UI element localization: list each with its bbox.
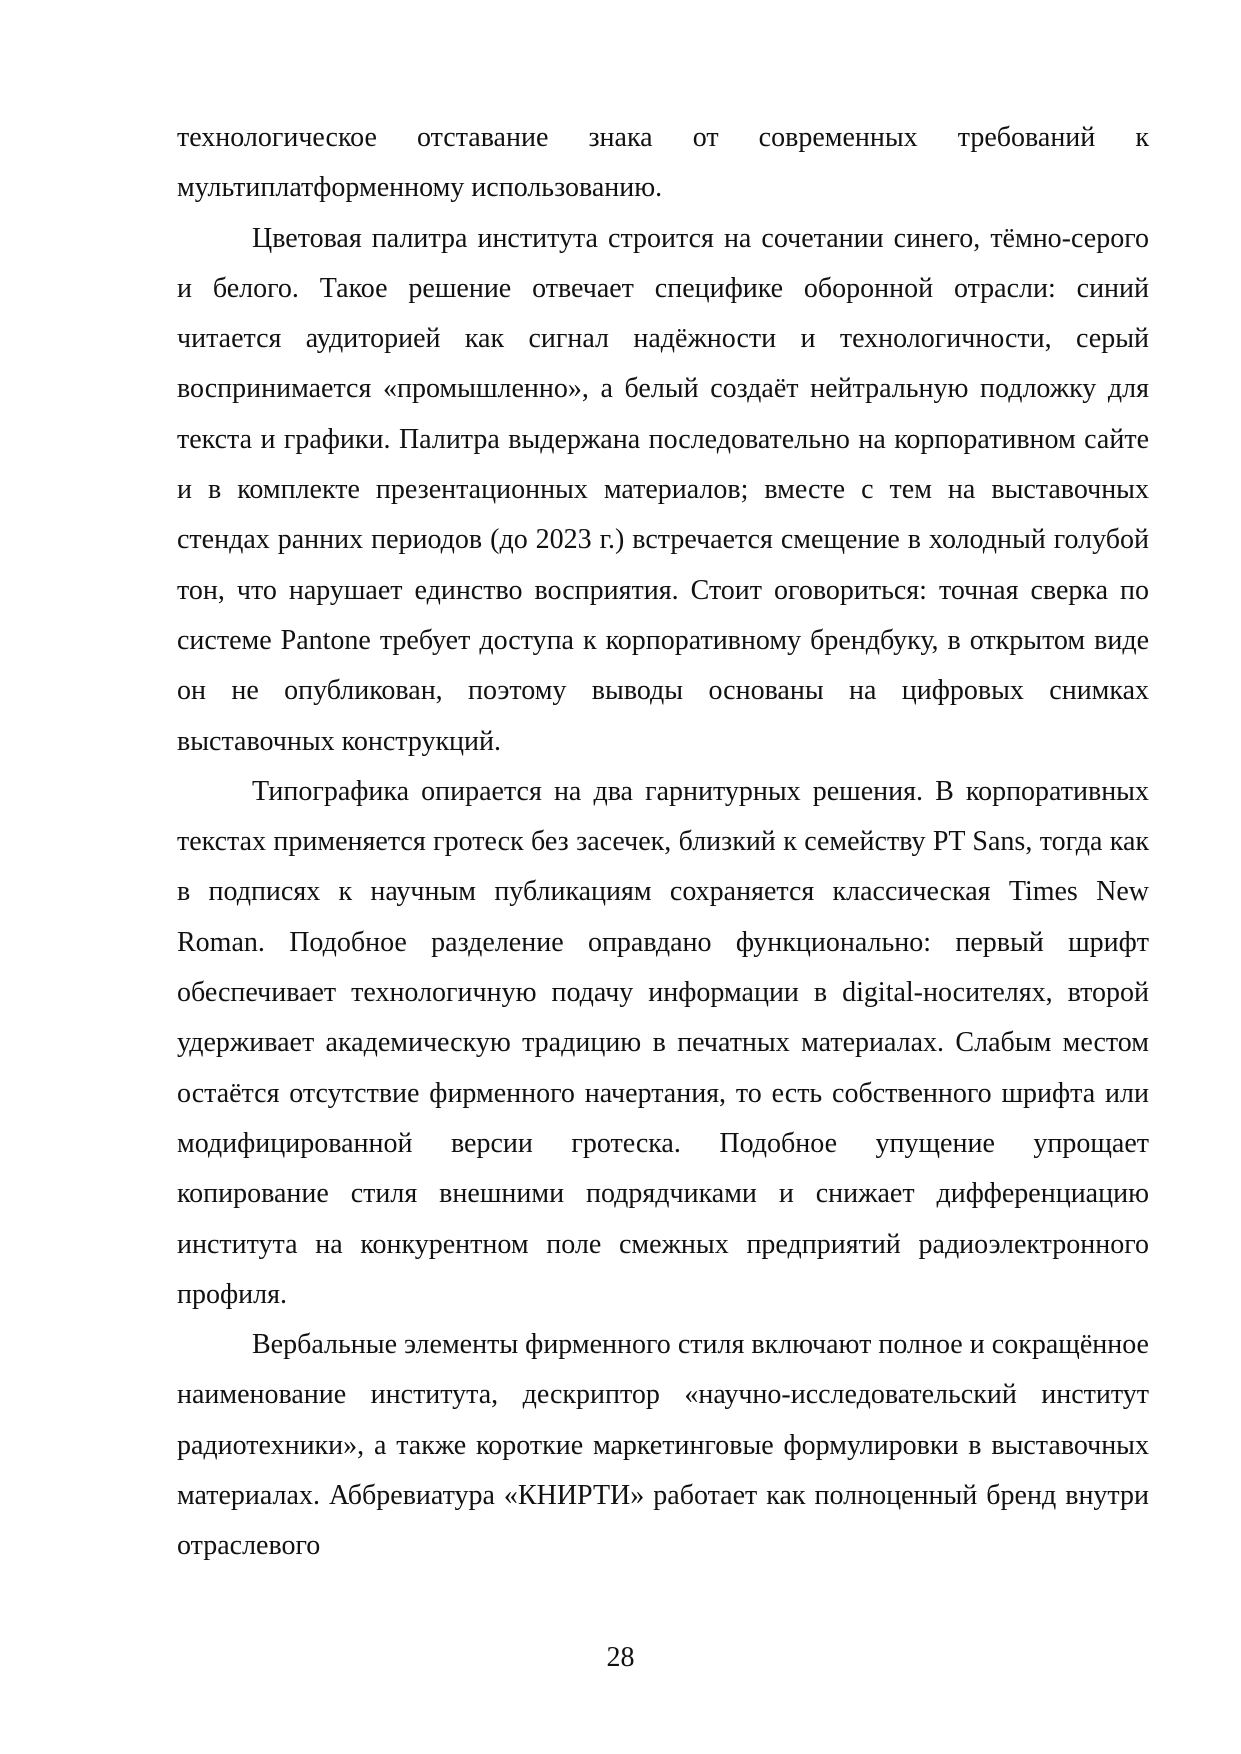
- paragraph-verbal-elements: Вербальные элементы фирменного стиля включают полное и сокращённое наименование института, дескриптор «научно-исследовательский институт радиотехники», а также короткие маркетинговые формулировки в выставочных материалах. Аббревиатура «КНИРТИ» работает как полноценный бренд внутри отраслевого: [177, 1329, 1149, 1562]
- paragraph-continuation: технологическое отставание знака от современных требований к мультиплатформенному использованию.: [177, 122, 1149, 204]
- page-number: 28: [606, 1642, 635, 1673]
- text-body: [177, 113, 1149, 1572]
- paragraph-typography: Типографика опирается на два гарнитурных решения. В корпоративных текстах применяется гротеск без засечек, близкий к семейству PT Sans, тогда как в подписях к научным публикациям сохраняется классическая Times New Roman. Подобное разделение оправдано функционально: первый шрифт обеспечивает технологичную подачу информации в digital-носителях, второй удерживает академическую традицию в печатных материалах. Слабым местом остаётся отсутствие фирменного начертания, то есть собственного шрифта или модифицированной версии гротеска. Подобное упущение упрощает копирование стиля внешними подрядчиками и снижает дифференциацию института на конкурентном поле смежных предприятий радиоэлектронного профиля.: [177, 775, 1149, 1310]
- paragraph-color-palette: Цветовая палитра института строится на сочетании синего, тёмно-серого и белого. Такое решение отвечает специфике оборонной отрасли: синий читается аудиторией как сигнал надёжности и технологичности, серый воспринимается «промышленно», а белый создаёт нейтральную подложку для текста и графики. Палитра выдержана последовательно на корпоративном сайте и в комплекте презентационных материалов; вместе с тем на выставочных стендах ранних периодов (до 2023 г.) встречается смещение в холодный голубой тон, что нарушает единство восприятия. Стоит оговориться: точная сверка по системе Pantone требует доступа к корпоративному брендбуку, в открытом виде он не опубликован, поэтому выводы основаны на цифровых снимках выставочных конструкций.: [177, 222, 1149, 757]
